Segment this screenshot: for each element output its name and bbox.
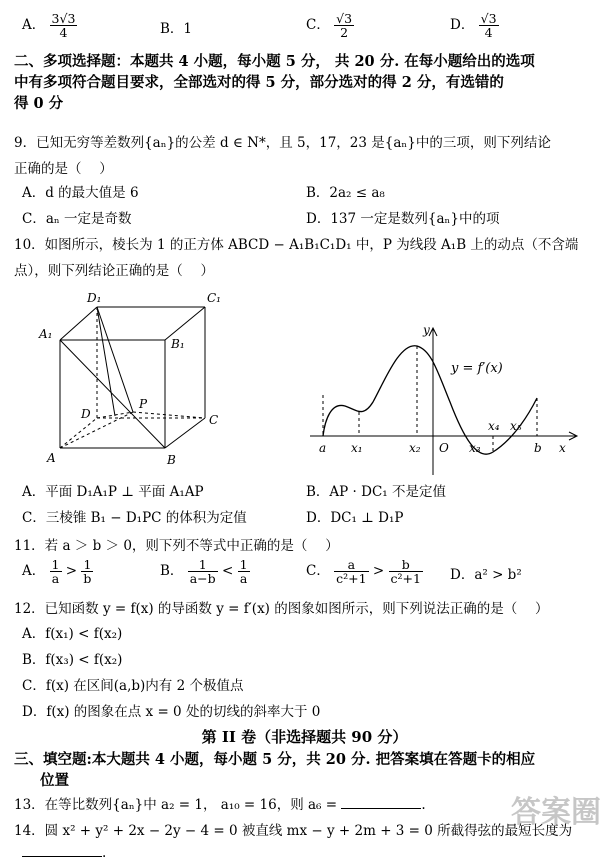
cube-label-a: A xyxy=(47,451,56,465)
graph-label-x: x xyxy=(559,441,566,455)
fraction: $\frac{√3}{4}$ xyxy=(480,11,497,40)
q10-stem-line2: 点），则下列结论正确的是（ ） xyxy=(14,263,215,279)
cube-label-b1: B₁ xyxy=(171,337,185,351)
cube-label-b: B xyxy=(167,453,176,467)
cube-label-c1: C₁ xyxy=(207,291,221,305)
fraction: $\frac{3√3}{4}$ xyxy=(51,11,76,40)
q8-option-c: C． $\frac{√3}{2}$ xyxy=(306,11,353,40)
q10-option-a: A．平面 D₁A₁P ⊥ 平面 A₁AP xyxy=(22,484,204,500)
q12-option-a: A．f(x₁) < f(x₂) xyxy=(22,626,123,642)
q14-stem: 14．圆 x² + y² + 2x − 2y − 4 = 0 被直线 mx − y + 2m + 3 = 0 所截得弦的最短长度为 xyxy=(14,823,573,839)
q8-option-a: A． $\frac{3√3}{4}$ xyxy=(22,11,76,40)
section2-heading-line3: 得 0 分 xyxy=(14,95,64,112)
q8-option-b: B．1 xyxy=(160,21,193,37)
section3-heading-line1: 三、填空题:本大题共 4 小题，每小题 5 分，共 20 分. 把答案填在答题卡的相应 xyxy=(14,751,536,768)
section2-heading-line1: 二、多项选择题：本题共 4 小题，每小题 5 分， 共 20 分. 在每小题给出的选项 xyxy=(14,53,535,70)
q10-option-b: B．AP · DC₁ 不是定值 xyxy=(306,484,446,500)
q11-option-d: D．a² > b² xyxy=(450,567,522,583)
q10-option-c: C．三棱锥 B₁ − D₁PC 的体积为定值 xyxy=(22,510,247,526)
q9-option-b: B．2a₂ ≤ a₈ xyxy=(306,185,385,201)
q8-option-d: D． $\frac{√3}{4}$ xyxy=(450,11,497,40)
q10-stem-line1: 10．如图所示，棱长为 1 的正方体 ABCD − A₁B₁C₁D₁ 中，P 为线段 A₁B 上的动点（不含端 xyxy=(14,237,579,253)
cube-label-d: D xyxy=(81,407,91,421)
graph-label-x5: x₅ xyxy=(510,419,522,433)
q11-stem: 11．若 a ＞ b ＞ 0，则下列不等式中正确的是（ ） xyxy=(14,538,339,554)
q13-stem: 13．在等比数列{aₙ}中 a₂ = 1， a₁₀ = 16，则 a₆ = . xyxy=(14,797,426,813)
answer-blank xyxy=(341,808,421,809)
q9-stem-line2: 正确的是（ ） xyxy=(14,161,113,177)
fraction: $\frac{a}{\text{c²+1}}$ xyxy=(336,557,367,586)
q9-option-c: C．aₙ 一定是奇数 xyxy=(22,211,132,227)
graph-label-a: a xyxy=(319,441,327,455)
cube-label-c: C xyxy=(209,413,219,427)
q9-stem-line1: 9．已知无穷等差数列{aₙ}的公差 d ∈ N*，且 5，17，23 是{aₙ}中的三项，则下列结论 xyxy=(14,135,551,151)
graph-label-x4: x₄ xyxy=(488,419,500,433)
graph-label-x3: x₃ xyxy=(469,441,481,455)
part2-title: 第 II 卷（非选择题共 90 分） xyxy=(201,728,408,746)
graph-label-b: b xyxy=(534,441,542,455)
q12-option-d: D．f(x) 的图象在点 x = 0 处的切线的斜率大于 0 xyxy=(22,704,321,720)
q11-option-a: A． $\frac{1}{a}$ > $\frac{1}{b}$ xyxy=(22,557,92,586)
graph-label-origin: O xyxy=(439,441,449,455)
cube-label-p: P xyxy=(139,397,148,411)
cube-label-d1: D₁ xyxy=(87,291,102,305)
cube-figure xyxy=(35,290,265,470)
fraction: $\frac{1}{b}$ xyxy=(83,557,92,586)
q9-option-a: A．d 的最大值是 6 xyxy=(22,185,139,201)
q14-answer-line: . xyxy=(22,844,106,862)
fraction: $\frac{√3}{2}$ xyxy=(336,11,353,40)
q11-option-b: B． $\frac{1}{a-b}$ < $\frac{1}{a}$ xyxy=(160,557,248,586)
derivative-graph xyxy=(305,320,585,480)
fraction: $\frac{1}{a}$ xyxy=(51,557,60,586)
watermark-logo: 答案圈 xyxy=(511,795,601,830)
graph-label-y: y xyxy=(423,323,430,337)
graph-label-func: y = f′(x) xyxy=(451,361,503,376)
q12-option-b: B．f(x₃) < f(x₂) xyxy=(22,652,123,668)
fraction: $\frac{1}{a-b}$ xyxy=(189,557,216,586)
q9-option-d: D．137 一定是数列{aₙ}中的项 xyxy=(306,211,500,227)
fraction: $\frac{b}{\text{c²+1}}$ xyxy=(390,557,421,586)
q12-stem: 12．已知函数 y = f(x) 的导函数 y = f′(x) 的图象如图所示，则下列说法正确的是（ ） xyxy=(14,601,549,617)
graph-label-x1: x₁ xyxy=(351,441,363,455)
fraction: $\frac{1}{a}$ xyxy=(239,557,248,586)
answer-blank xyxy=(22,856,102,857)
section3-heading-line2: 位置 xyxy=(40,772,69,789)
q12-option-c: C．f(x) 在区间(a,b)内有 2 个极值点 xyxy=(22,678,244,694)
cube-label-a1: A₁ xyxy=(39,327,53,341)
section2-heading-line2: 中有多项符合题目要求，全部选对的得 5 分，部分选对的得 2 分，有选错的 xyxy=(14,74,504,91)
graph-label-x2: x₂ xyxy=(409,441,421,455)
q10-option-d: D．DC₁ ⊥ D₁P xyxy=(306,510,404,526)
q11-option-c: C． $\frac{a}{\text{c²+1}}$ > $\frac{b}{\text{c²+1}}$ xyxy=(306,557,421,586)
